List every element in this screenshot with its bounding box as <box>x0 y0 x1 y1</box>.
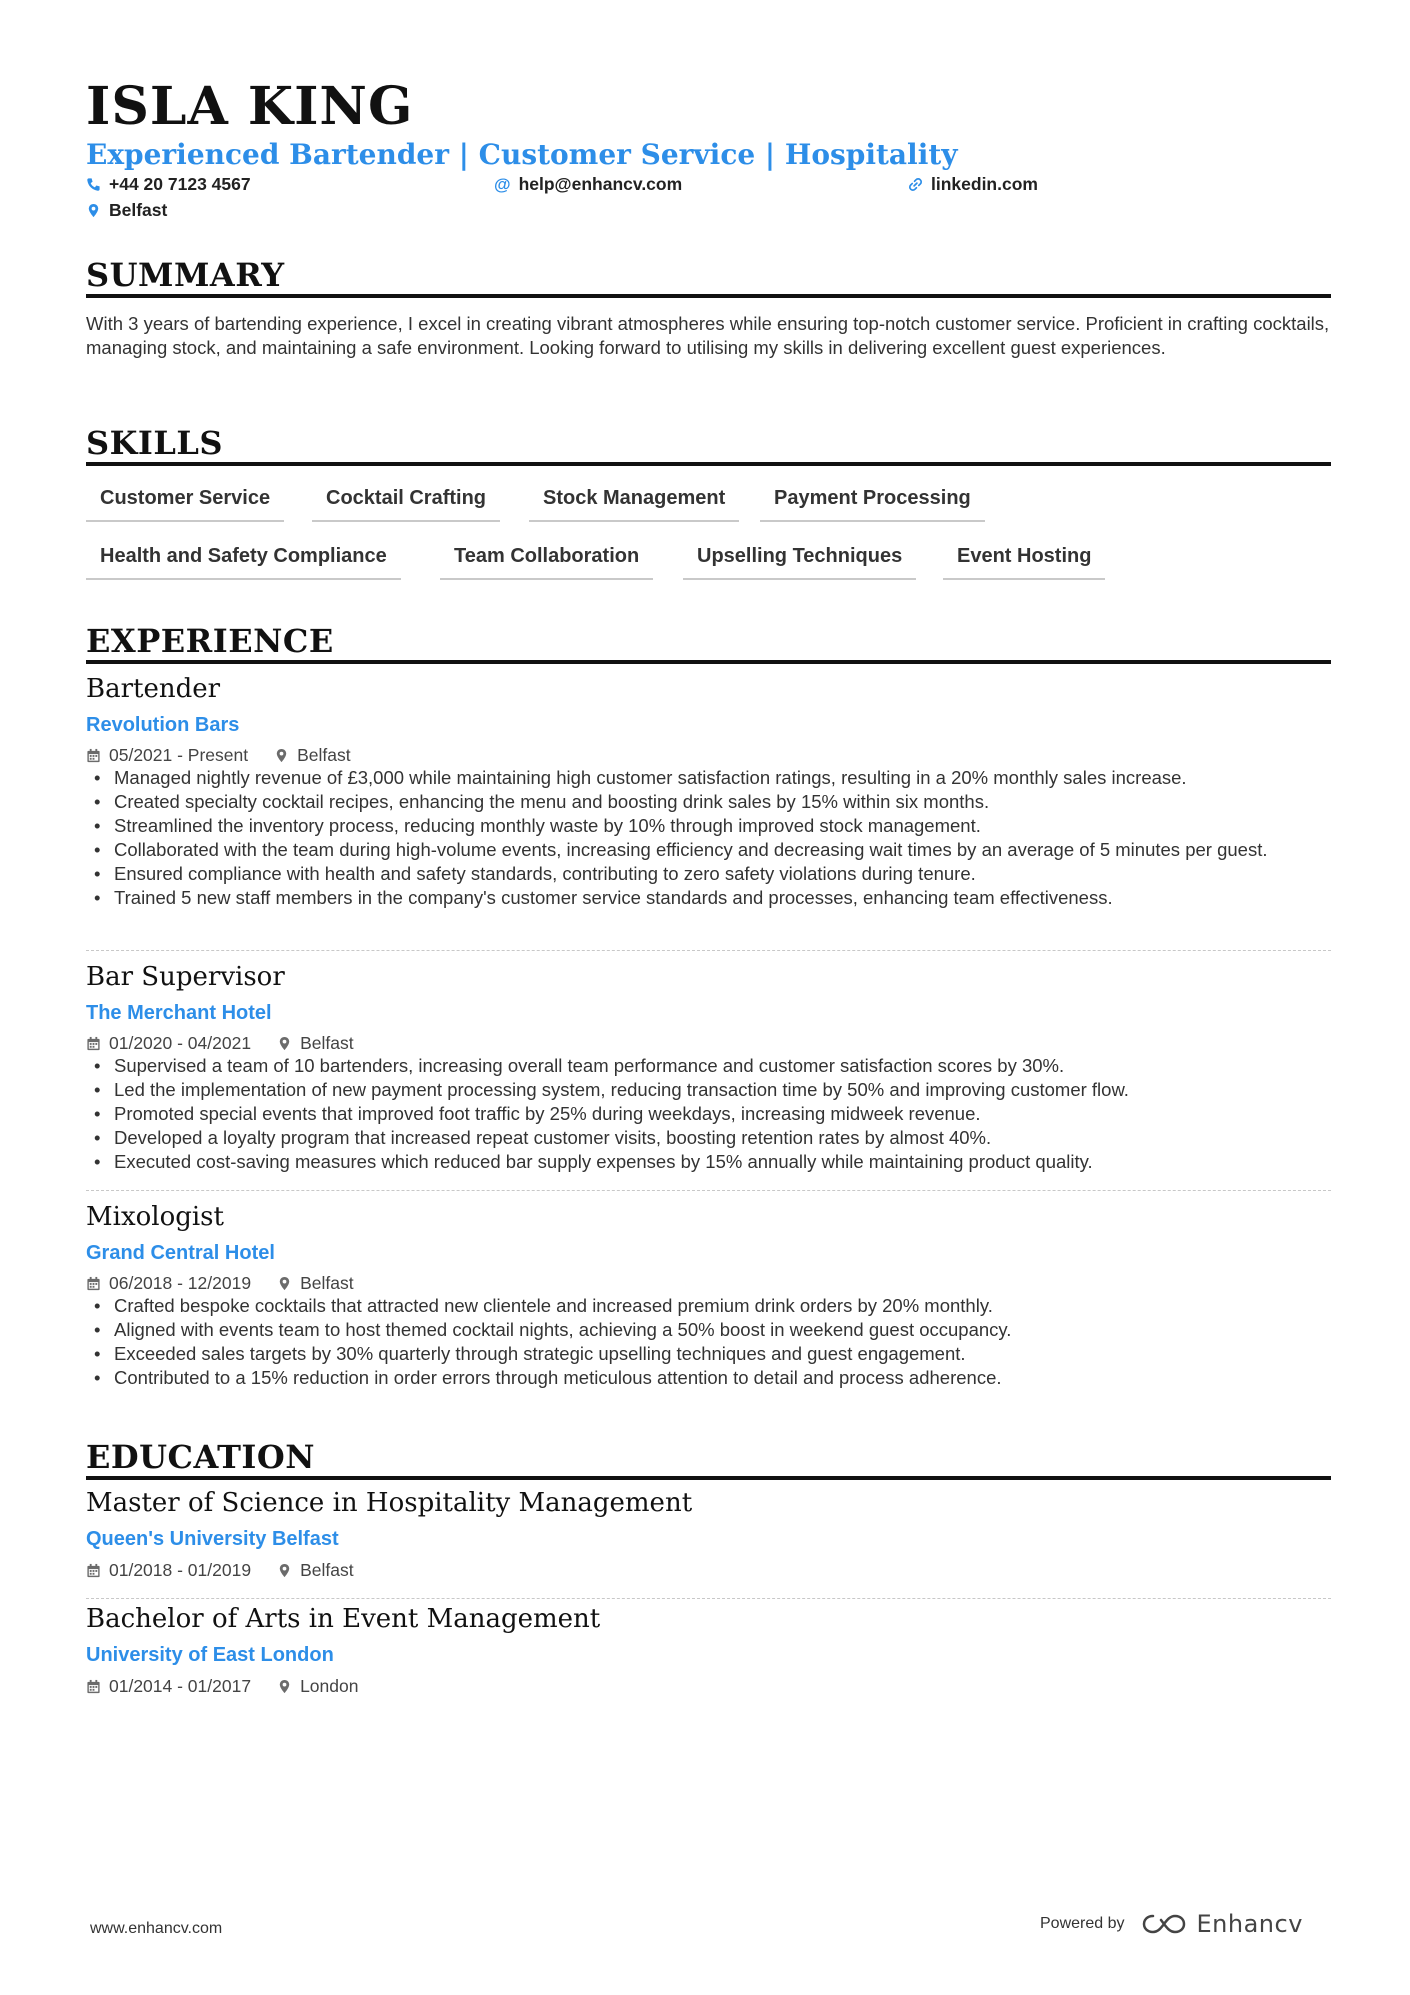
brand-logo <box>1141 1910 1303 1938</box>
job-company[interactable]: Revolution Bars <box>86 714 240 736</box>
location-text: Belfast <box>109 200 168 220</box>
bullet-item: • Exceeded sales targets by 30% quarterly through strategic upselling techniques and guest engagement. <box>86 1342 1331 1366</box>
bullet-item: • Promoted special events that improved foot traffic by 25% during weekdays, increasing midweek revenue. <box>86 1102 1331 1126</box>
location-pin-icon <box>277 1679 292 1694</box>
footer-website-link[interactable]: www.enhancv.com <box>90 1920 223 1937</box>
location-pin-icon <box>277 1276 292 1291</box>
education-divider <box>86 1476 1331 1480</box>
job-dates: 01/2020 - 04/2021 <box>109 1033 252 1053</box>
contact-location <box>86 200 167 221</box>
phone-icon <box>86 177 101 192</box>
job-title: Bar Supervisor <box>86 962 285 992</box>
bullet-item: • Developed a loyalty program that increased repeat customer visits, boosting retention rates by almost 40%. <box>86 1126 1331 1150</box>
bullet-item: • Aligned with events team to host themed cocktail nights, achieving a 50% boost in weekend guest occupancy. <box>86 1318 1331 1342</box>
bullet-item: • Led the implementation of new payment processing system, reducing transaction time by 50% and improving customer flow. <box>86 1078 1331 1102</box>
experience-heading: EXPERIENCE <box>86 622 334 660</box>
summary-divider <box>86 294 1331 298</box>
summary-heading: SUMMARY <box>86 256 285 294</box>
location-pin-icon <box>277 1036 292 1051</box>
entry-separator <box>86 1598 1331 1599</box>
contact-email[interactable] <box>494 174 682 195</box>
bullet-item: • Collaborated with the team during high-volume events, increasing efficiency and decreasing wait times by an average of 5 minutes per guest. <box>86 838 1331 862</box>
phone-text: +44 20 7123 4567 <box>109 174 251 194</box>
job-meta <box>86 745 351 766</box>
email-text: help@enhancv.com <box>518 174 683 194</box>
bullet-item: • Trained 5 new staff members in the company's customer service standards and processes, enhancing team effectiveness. <box>86 886 1331 910</box>
job-bullets <box>86 1054 1331 1174</box>
job-company[interactable]: The Merchant Hotel <box>86 1002 272 1024</box>
education-heading: EDUCATION <box>86 1438 315 1476</box>
job-location: Belfast <box>300 1033 354 1053</box>
bullet-item: • Executed cost-saving measures which reduced bar supply expenses by 15% annually while maintaining product quality. <box>86 1150 1331 1174</box>
job-bullets <box>86 1294 1331 1390</box>
job-title: Bartender <box>86 674 221 704</box>
bullet-item: • Created specialty cocktail recipes, enhancing the menu and boosting drink sales by 15% within six months. <box>86 790 1331 814</box>
job-company[interactable]: Grand Central Hotel <box>86 1242 275 1264</box>
candidate-tagline: Experienced Bartender | Customer Service | Hospitality <box>86 138 958 171</box>
job-dates: 06/2018 - 12/2019 <box>109 1273 252 1293</box>
bullet-item: • Contributed to a 15% reduction in order errors through meticulous attention to detail and process adherence. <box>86 1366 1331 1390</box>
summary-text: With 3 years of bartending experience, I excel in creating vibrant atmospheres while ensuring top-notch customer service. Proficient in crafting cocktails, managing stock, and maintaining a safe environment. Looking forward to utilising my skills in delivering excellent guest experiences. <box>86 313 1330 358</box>
experience-divider <box>86 660 1331 664</box>
school-name[interactable]: Queen's University Belfast <box>86 1528 339 1550</box>
resume-page <box>86 0 1331 1995</box>
powered-by-text: Powered by <box>1040 1915 1125 1932</box>
job-meta <box>86 1033 354 1054</box>
bullet-item: • Supervised a team of 10 bartenders, increasing overall team performance and customer satisfaction scores by 30%. <box>86 1054 1331 1078</box>
job-title: Mixologist <box>86 1202 224 1232</box>
skill-tag: Customer Service <box>86 476 284 522</box>
skill-tag: Team Collaboration <box>440 534 653 580</box>
skill-tag: Health and Safety Compliance <box>86 534 401 580</box>
entry-separator <box>86 950 1331 951</box>
skill-tag: Event Hosting <box>943 534 1105 580</box>
linkedin-text: linkedin.com <box>931 174 1038 194</box>
contact-phone[interactable] <box>86 174 251 195</box>
footer-branding[interactable] <box>1040 1910 1303 1938</box>
skills-divider <box>86 462 1331 466</box>
school-name[interactable]: University of East London <box>86 1644 334 1666</box>
degree-title: Bachelor of Arts in Event Management <box>86 1604 601 1634</box>
bullet-item: • Streamlined the inventory process, reducing monthly waste by 10% through improved stock management. <box>86 814 1331 838</box>
calendar-icon <box>86 1276 101 1291</box>
job-location: Belfast <box>297 745 351 765</box>
at-icon: @ <box>494 174 511 194</box>
calendar-icon <box>86 1036 101 1051</box>
enhancv-logo-icon <box>1141 1912 1187 1936</box>
link-icon <box>908 177 923 192</box>
brand-name: Enhancv <box>1196 1910 1303 1938</box>
entry-separator <box>86 1190 1331 1191</box>
location-pin-icon <box>274 748 289 763</box>
skill-tag: Payment Processing <box>760 476 985 522</box>
job-location: Belfast <box>300 1273 354 1293</box>
education-location: Belfast <box>300 1560 354 1580</box>
skill-tag: Stock Management <box>529 476 739 522</box>
location-pin-icon <box>277 1563 292 1578</box>
degree-title: Master of Science in Hospitality Management <box>86 1488 693 1518</box>
education-dates: 01/2014 - 01/2017 <box>109 1676 252 1696</box>
calendar-icon <box>86 1563 101 1578</box>
bullet-item: • Managed nightly revenue of £3,000 while maintaining high customer satisfaction ratings, resulting in a 20% monthly sales increase. <box>86 766 1331 790</box>
location-pin-icon <box>86 203 101 218</box>
job-bullets <box>86 766 1331 910</box>
bullet-item: • Crafted bespoke cocktails that attracted new clientele and increased premium drink orders by 20% monthly. <box>86 1294 1331 1318</box>
bullet-item: • Ensured compliance with health and safety standards, contributing to zero safety violations during tenure. <box>86 862 1331 886</box>
skills-heading: SKILLS <box>86 424 223 462</box>
calendar-icon <box>86 748 101 763</box>
education-dates: 01/2018 - 01/2019 <box>109 1560 252 1580</box>
contact-linkedin[interactable] <box>908 174 1038 195</box>
job-meta <box>86 1273 354 1294</box>
candidate-name: ISLA KING <box>86 76 414 137</box>
calendar-icon <box>86 1679 101 1694</box>
education-location: London <box>300 1676 359 1696</box>
skill-tag: Cocktail Crafting <box>312 476 500 522</box>
education-meta <box>86 1676 358 1697</box>
job-dates: 05/2021 - Present <box>109 745 249 765</box>
education-meta <box>86 1560 354 1581</box>
skill-tag: Upselling Techniques <box>683 534 916 580</box>
